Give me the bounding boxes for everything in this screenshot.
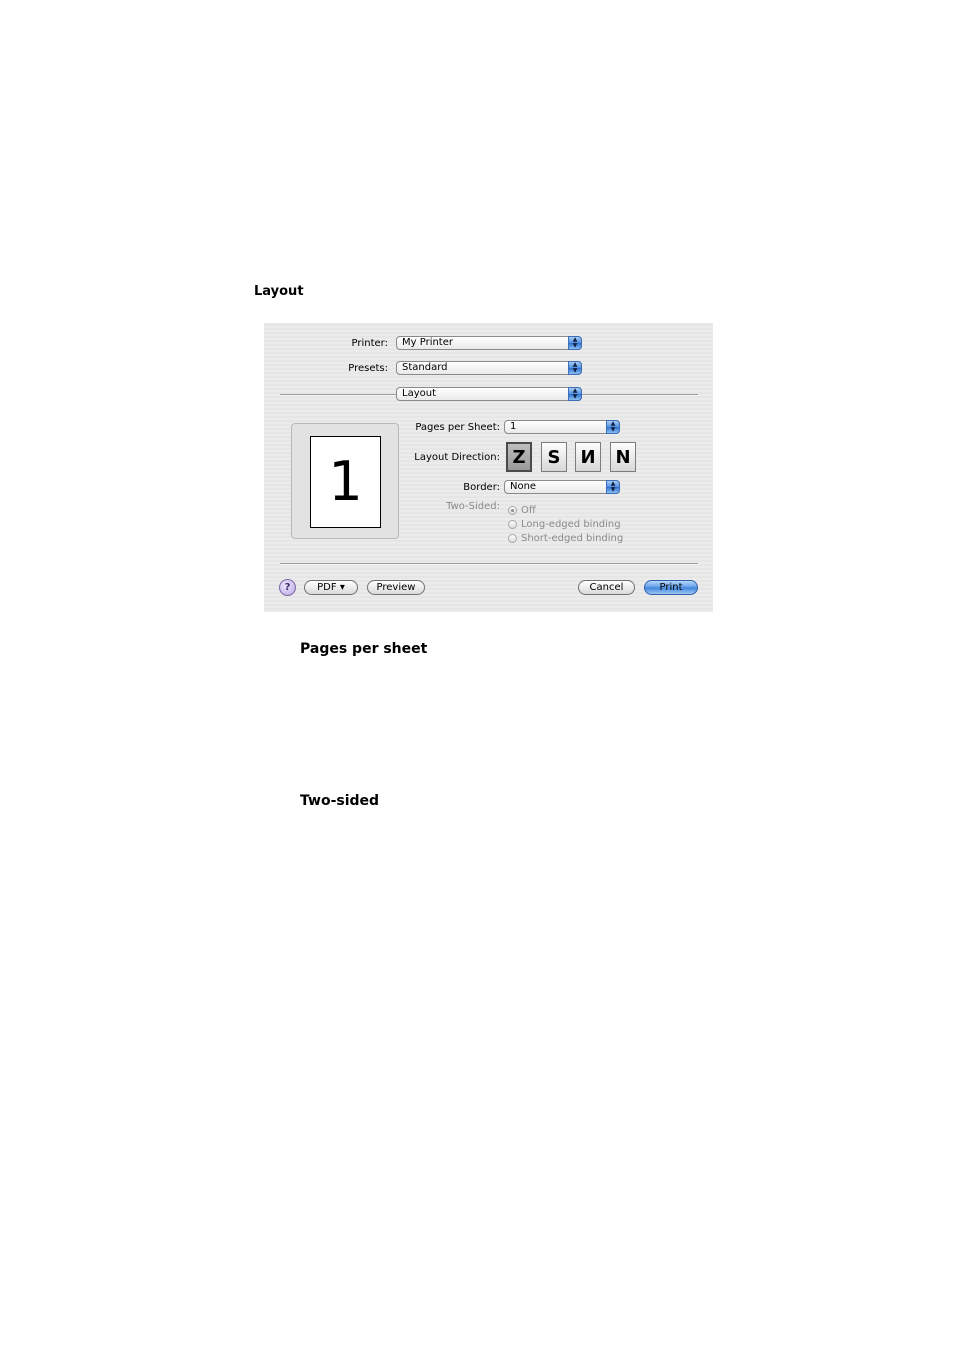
pdf-button[interactable]: PDF ▾ <box>304 580 358 595</box>
radio-selected-icon <box>508 506 517 515</box>
two-sided-short-edge-radio[interactable] <box>508 532 623 544</box>
print-dialog <box>264 323 713 612</box>
n-order-icon: N <box>615 446 631 468</box>
pages-per-sheet-label: Pages per Sheet: <box>415 422 500 433</box>
pages-per-sheet-heading: Pages per sheet <box>300 641 428 657</box>
preview-button[interactable]: Preview <box>367 580 425 595</box>
section-heading: Layout <box>254 284 304 299</box>
radio-icon <box>508 520 517 529</box>
printer-popup[interactable] <box>396 336 582 350</box>
presets-popup[interactable] <box>396 361 582 375</box>
layout-direction-label: Layout Direction: <box>414 452 500 463</box>
panel-value: Layout <box>402 388 436 399</box>
border-popup[interactable] <box>504 480 620 494</box>
popup-arrows-icon: ▲ ▼ <box>606 420 620 434</box>
popup-arrows-icon: ▲ ▼ <box>606 480 620 494</box>
border-value: None <box>510 481 537 492</box>
popup-arrows-icon: ▲ ▼ <box>568 336 582 350</box>
reverse-n-order-icon: И <box>580 446 596 468</box>
pages-per-sheet-popup[interactable] <box>504 420 620 434</box>
layout-direction-n-button[interactable] <box>610 442 636 472</box>
printer-value: My Printer <box>402 337 453 348</box>
cancel-button[interactable]: Cancel <box>578 580 635 595</box>
two-sided-long-edge-radio[interactable] <box>508 518 621 530</box>
radio-label: Off <box>521 504 536 516</box>
printer-label: Printer: <box>351 338 388 349</box>
layout-direction-s-button[interactable] <box>541 442 567 472</box>
border-label: Border: <box>463 482 500 493</box>
radio-label: Long-edged binding <box>521 518 621 530</box>
print-button[interactable]: Print <box>644 580 698 595</box>
help-button[interactable]: ? <box>279 579 296 596</box>
z-order-icon: Z <box>512 446 526 468</box>
presets-value: Standard <box>402 362 448 373</box>
radio-icon <box>508 534 517 543</box>
layout-preview <box>291 423 399 539</box>
radio-label: Short-edged binding <box>521 532 624 544</box>
two-sided-label: Two-Sided: <box>446 501 500 512</box>
pages-per-sheet-value: 1 <box>510 421 517 432</box>
layout-direction-reverse-n-button[interactable] <box>575 442 601 472</box>
layout-direction-z-button[interactable] <box>506 442 532 472</box>
two-sided-heading: Two-sided <box>300 793 380 809</box>
two-sided-off-radio[interactable] <box>508 504 536 516</box>
popup-arrows-icon: ▲ ▼ <box>568 361 582 375</box>
presets-label: Presets: <box>348 363 388 374</box>
s-order-icon: S <box>547 446 561 468</box>
footer-separator <box>280 563 698 565</box>
preview-page: 1 <box>310 436 381 528</box>
panel-popup[interactable] <box>396 387 582 401</box>
popup-arrows-icon: ▲ ▼ <box>568 387 582 401</box>
